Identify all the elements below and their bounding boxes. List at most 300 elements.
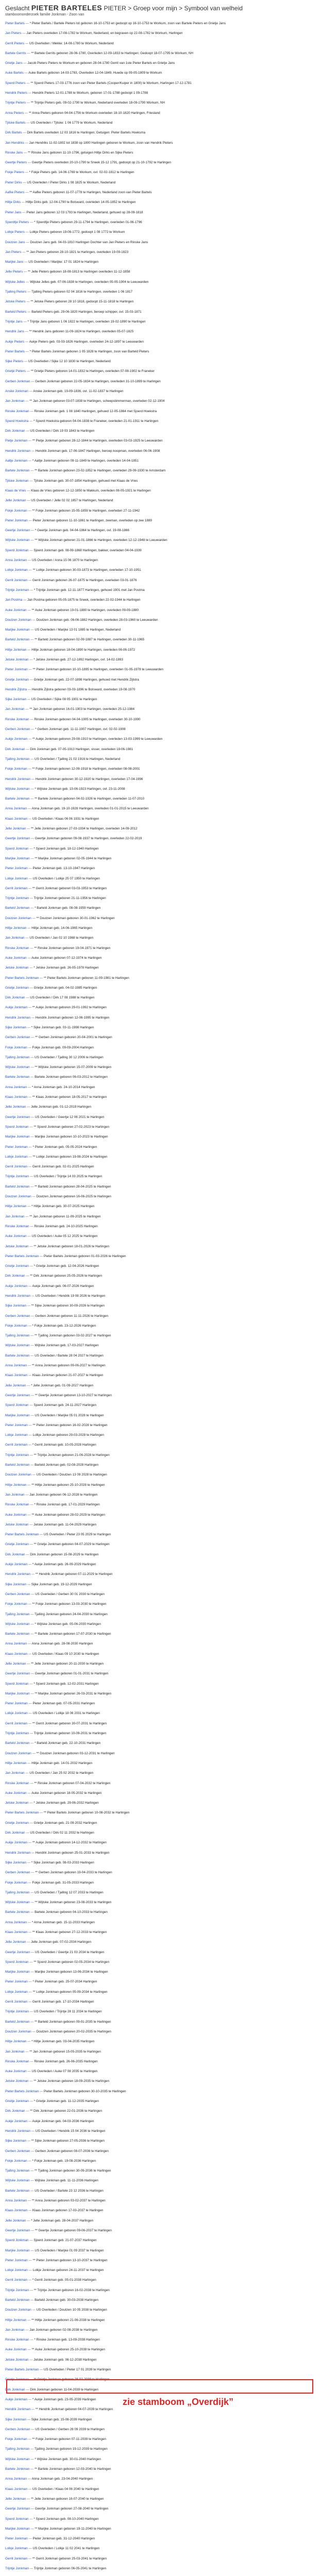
person-name-link[interactable]: Tjalling Jonkman [5,1055,30,1059]
person-name-link[interactable]: Pieter Bartels Jonkman [5,2368,39,2372]
person-name-link[interactable]: Dirk Jonkman [5,996,25,1000]
person-name-link[interactable]: Sijke Jonkman [5,2417,26,2421]
list-item [5,2159,315,2163]
person-name-link[interactable]: Wijtske Jonkman [5,787,30,791]
person-name-link[interactable]: Jan Jonkman [5,2049,25,2054]
person-name-link[interactable]: Anna Jonkman [5,1920,27,1924]
person-name-link[interactable]: Marijke Jonkman [5,628,30,632]
entry-text: ** Bartele Jonkman geboren 23-02-1852 te Harlingen, overleden 29-09-1930 te Amsterdam [35,469,166,473]
name-separator: — [22,598,28,602]
person-name-link[interactable]: Sjoerdtje Pieters [5,220,29,224]
person-name-link[interactable]: Rinske Jonkman [5,717,29,721]
list-item [5,688,315,692]
name-separator: — [22,131,27,135]
entry-text: Bartele Jonkman geboren 04-10-2033 te Harlingen [35,1910,108,1914]
person-name-link[interactable]: Dirk Jonkman [5,429,25,433]
person-name-link[interactable]: Pieter Bartels Jonkman [5,1533,39,1537]
person-name-link[interactable]: Trijntje Pieters [5,101,26,105]
person-name-link[interactable]: Pieter Bartels [5,22,25,25]
person-name-link[interactable]: Gerrit Jonkman [5,1165,28,1169]
person-name-link[interactable]: Barteld Jonkman [5,2020,30,2024]
person-name-link[interactable]: Gerben Jonkman [5,1871,30,1875]
person-name-link[interactable]: Marijke Jonkman [5,856,30,860]
person-name-link[interactable]: Rinske Jonkman [5,946,29,950]
list-item [5,2318,315,2323]
person-name-link[interactable]: Pieter Jonkman [5,1145,28,1149]
person-name-link[interactable]: Fokje Jonkman [5,509,27,513]
person-name-link[interactable]: Aukje Jonkman [5,1284,28,1288]
person-name-link[interactable]: Anna Jonkman [5,1642,27,1646]
list-item [5,917,315,921]
person-name-link[interactable]: Barteld Jonkman [5,2298,30,2302]
person-name-link[interactable]: Bartele Jonkman [5,2189,30,2193]
entry-text: Rinske Jonkman geb. 24-10-2025 Harlingen [34,1224,98,1228]
name-separator: — [29,757,35,761]
person-name-link[interactable]: Jan Pieters [5,250,22,254]
person-name-link[interactable]: Jan Pieters [5,31,22,36]
person-name-link[interactable]: Fokje Jonkman [5,2159,27,2163]
person-name-link[interactable]: Gerben Jonkman [5,1036,30,1040]
person-name-link[interactable]: Gerrit Jonkman [5,2278,28,2282]
person-name-link[interactable]: Pieter Jonkman [5,2258,28,2262]
entry-text: Dirk Bartels overleden 12 03 1816 te Harlingen; Getuigen: Pieter Bartels Hoeksma [27,131,145,135]
person-name-link[interactable]: Jan Postma [5,598,23,602]
person-name-link[interactable]: Barteld Jonkman [5,1741,30,1745]
person-name-link[interactable]: Geertje Jonkman [5,1393,30,1397]
person-name-link[interactable]: Tjalling Jonkman [5,1334,30,1338]
person-name-link[interactable]: Fokje Jonkman [5,1045,27,1049]
person-name-link[interactable]: Rinske Jonkman [5,1224,29,1228]
person-name-link[interactable]: Dirk Jonkman [5,2387,25,2392]
name-separator: — [27,518,33,522]
name-separator: — [24,1214,30,1218]
person-name-link[interactable]: Barteld Pieters [5,310,27,314]
person-name-link[interactable]: Auke Jonkman [5,608,27,612]
list-item [5,1026,315,1030]
person-name-link[interactable]: Auke Jonkman [5,2070,27,2074]
person-name-link[interactable]: Grietje Pieters [5,369,26,374]
person-name-link[interactable]: Tjitske Bartels [5,121,26,125]
entry-text: Grietje Jonkman geb. 22-07-1898 Harlingen, gehuwd met Hendrik Zijlstra [33,677,139,682]
person-name-link[interactable]: Jetske Jonkman [5,658,29,662]
person-name-link[interactable]: Pieter Bartels Jonkman [5,1254,39,1258]
person-name-link[interactable]: Bartele Gerrits [5,51,26,55]
person-name-link[interactable]: Dirk Jonkman [5,1274,25,1278]
person-name-link[interactable]: Jan Jonkman [5,2328,25,2332]
person-name-link[interactable]: Sjoerd Jonkman [5,2517,29,2521]
person-name-link[interactable]: Barteld Jonkman [5,1184,30,1189]
person-name-link[interactable]: Gerben Jonkman [5,1592,30,1596]
person-name-link[interactable]: Tjalling Jonkman [5,1612,30,1616]
person-name-link[interactable]: Doutzen Jonkman [5,2029,31,2033]
entry-text: Pieter Jonkman geb. 13-10-1947 Harlingen [32,867,95,871]
person-name-link[interactable]: Hendrik Jonkman [5,449,30,453]
person-name-link[interactable]: Rinske Jonkman [5,2059,29,2063]
person-name-link[interactable]: Dirk Jonkman [5,1831,25,1835]
person-name-link[interactable]: Bartele Jonkman [5,1632,30,1636]
person-name-link[interactable]: Hendrik Jans [5,330,24,334]
person-name-link[interactable]: Wijtske Jonkman [5,1344,30,1348]
person-name-link[interactable]: Jetske Jonkman [5,966,29,970]
person-name-link[interactable]: Anna Jonkman [5,2477,27,2481]
entry-text: US Overleden / Tjitske: 1 06 1779 te Workum, Nederland [30,121,113,125]
person-name-link[interactable]: Grietje Jonkman [5,1543,29,1547]
person-name-link[interactable]: Klaas de Vries [5,488,26,493]
person-name-link[interactable]: Auke Bartels [5,71,24,75]
person-name-link[interactable]: Doutzen Jonkman [5,916,31,920]
person-name-link[interactable]: Anske Jonkman [5,389,28,393]
person-name-link[interactable]: Gerrit Jonkman [5,1721,28,1725]
person-name-link[interactable]: Hendrik Jonkman [5,2129,30,2133]
person-name-link[interactable]: Lolkje Jonkman [5,876,28,880]
person-name-link[interactable]: Grietje Jonkman [5,2099,29,2104]
person-name-link[interactable]: Tjalling Pieters [5,290,27,294]
person-name-link[interactable]: Sjoerd Jonkman [5,1403,29,1408]
person-name-link[interactable]: Lolkje Jonkman [5,1433,28,1437]
person-name-link[interactable]: Trijntje Jonkman [5,2288,29,2292]
person-name-link[interactable]: Doutzen Jans [5,240,25,244]
person-name-link[interactable]: Hendrik Jonkman [5,777,30,781]
person-name-link[interactable]: Wijtske Jonkman [5,2179,30,2183]
person-name-link[interactable]: Sijke Jonkman [5,1582,26,1586]
person-name-link[interactable]: Trijntje Jans [5,319,23,324]
list-item [5,91,315,95]
person-name-link[interactable]: Sjoerd Jonkman [5,1960,29,1964]
person-name-link[interactable]: Pieter Jonkman [5,1423,28,1427]
person-name-link[interactable]: Trijntje Jonkman [5,1732,29,1736]
list-item [5,2477,315,2481]
person-name-link[interactable]: Jan Jonkman [5,1771,25,1775]
person-name-link[interactable]: Sijke Jonkman [5,2139,26,2143]
person-name-link[interactable]: Lolkje Jonkman [5,1155,28,1159]
person-name-link[interactable]: Pieter Jonkman [5,867,28,871]
person-name-link[interactable]: Anna Jonkman [5,558,27,563]
person-name-link[interactable]: Doutzen Jonkman [5,2308,31,2312]
person-name-link[interactable]: Trijntje Jonkman [5,1453,29,1457]
person-name-link[interactable]: Jelle Jonkman [5,2497,26,2501]
person-name-link[interactable]: Jelle Jonkman [5,827,26,831]
person-name-link[interactable]: Lolkje Jonkman [5,568,28,572]
person-name-link[interactable]: Gerrit Pieters [5,41,25,45]
person-name-link[interactable]: Grietje Jans [5,61,23,65]
person-name-link[interactable]: Auke Jonkman [5,956,27,960]
person-name-link[interactable]: Marijke Jonkman [5,2527,30,2531]
person-name-link[interactable]: Hiltje Jonkman [5,1205,27,1209]
person-name-link[interactable]: Lolkje Jonkman [5,2268,28,2273]
name-separator: — [27,1880,32,1885]
person-name-link[interactable]: Jetske Jonkman [5,2358,29,2362]
person-name-link[interactable]: Marijke Jonkman [5,1970,30,1974]
person-name-link[interactable]: Pieter Jonkman [5,1702,28,1706]
person-name-link[interactable]: Hiltje Jonkman [5,1761,27,1765]
person-name-link[interactable]: Doutzen Jonkman [5,1751,31,1755]
entry-text: US Overleden / Klaas 09 10 2030 te Harlingen [32,1652,99,1656]
person-name-link[interactable]: Jetske Jonkman [5,1244,29,1248]
person-name-link[interactable]: Dirk Bartels [5,131,22,135]
person-name-link[interactable]: Fokje Pieters [5,171,24,175]
person-name-link[interactable]: Anna Jonkman [5,1364,27,1368]
person-name-link[interactable]: Aukje Jonkman [5,1841,28,1845]
person-name-link[interactable]: Bartele Jonkman [5,1353,30,1358]
person-name-link[interactable]: Jan Jonkman [5,1214,25,1218]
person-name-link[interactable]: Hendrik Zijlstra [5,687,27,691]
person-name-link[interactable]: Trijntje Jonkman [5,896,29,901]
person-name-link[interactable]: Marijke Jans [5,260,24,264]
person-name-link[interactable]: Gerben Jonkman [5,727,30,732]
person-name-link[interactable]: Wijtske Jonkman [5,1901,30,1905]
entry-text: ** Geertje Jonkman geboren 09-06-2037 te Harlingen [35,2228,112,2232]
person-name-link[interactable]: Wijtske Jonkman [5,1065,30,1070]
list-item [5,1782,315,1786]
list-item [5,280,315,284]
person-name-link[interactable]: Rinske Jans [5,150,23,155]
person-name-link[interactable]: Jelle Jonkman [5,1105,26,1109]
person-name-link[interactable]: Sijke Jonkman [5,1025,26,1029]
person-name-link[interactable]: Hendrik Pieters [5,91,28,95]
person-name-link[interactable]: Sijke Jonkman [5,1304,26,1308]
person-name-link[interactable]: Pieter Jans [5,210,22,214]
person-name-link[interactable]: Fokje Jonkman [5,1324,27,1328]
person-name-link[interactable]: Sijke Jonkman [5,1860,26,1865]
person-name-link[interactable]: Gerrit Jonkman [5,2000,28,2004]
entry-text: Gerrit Jonkman geb. 17-10-2034 Harlingen [32,2000,94,2004]
name-separator: — [21,210,27,214]
person-name-link[interactable]: Hiltje Jonkman [5,2040,27,2044]
person-name-link[interactable]: Jan Hendriks [5,141,24,145]
person-name-link[interactable]: Aukje Jonkman [5,737,28,741]
person-name-link[interactable]: Aukje Pieters [5,340,25,344]
person-name-link[interactable]: Hiltje Dirks [5,200,21,205]
person-name-link[interactable]: Gerrit Jonkman [5,886,28,890]
person-name-link[interactable]: Jelle Jonkman [5,499,26,503]
person-name-link[interactable]: Pieter Jonkman [5,668,28,672]
person-name-link[interactable]: Hiltje Jonkman [5,2318,27,2322]
person-name-link[interactable]: Pieter Dirks [5,180,22,184]
person-name-link[interactable]: Dirk Jonkman [5,1552,25,1556]
entry-text: US Overleden / Tjalling 12 07 2033 te Harlingen [35,1890,104,1894]
person-name-link[interactable]: Jelle Jonkman [5,2218,26,2223]
person-name-link[interactable]: Jan Jonkman [5,1493,25,1497]
person-name-link[interactable]: Fokje Jonkman [5,1880,27,1885]
name-separator: — [29,1334,35,1338]
person-name-link[interactable]: Rinske Jonkman [5,409,29,413]
person-name-link[interactable]: Jelle Pieters [5,270,23,274]
person-name-link[interactable]: Rinske Jonkman [5,1503,29,1507]
person-name-link[interactable]: Sijke Jonkman [5,698,26,702]
name-separator: — [27,509,32,513]
person-name-link[interactable]: Gerben Jonkman [5,2427,30,2431]
person-name-link[interactable]: Fokje Jonkman [5,2437,27,2442]
person-name-link[interactable]: Hendrik Jonkman [5,1851,30,1855]
person-name-link[interactable]: Sjoerd Jonkman [5,846,29,851]
person-name-link[interactable]: Pieter Jonkman [5,2537,28,2541]
person-name-link[interactable]: Grietje Jonkman [5,1821,29,1825]
person-name-link[interactable]: Gerrit Jonkman [5,578,28,582]
person-name-link[interactable]: Aukje Jonkman [5,2119,28,2123]
person-name-link[interactable]: Pieter Bartels [5,349,25,353]
person-name-link[interactable]: Hendrik Jonkman [5,1294,30,1298]
person-name-link[interactable]: Klaas Jonkman [5,1374,28,1378]
person-name-link[interactable]: Fokje Jonkman [5,767,27,771]
person-name-link[interactable]: Rinske Jonkman [5,1781,29,1785]
person-name-link[interactable]: Geertje Jonkman [5,1950,30,1954]
person-name-link[interactable]: Tjalling Jonkman [5,1890,30,1894]
person-name-link[interactable]: Auke Jonkman [5,2348,27,2352]
person-name-link[interactable]: Bartele Jonkman [5,469,30,473]
person-name-link[interactable]: Grietje Jonkman [5,677,29,682]
person-name-link[interactable]: Hiltje Jonkman [5,926,27,930]
entry-text: Grietje Jonkman geb. 04-02-1985 Harlingen [33,986,97,990]
person-name-link[interactable]: Sjoerd Pieters [5,81,26,85]
person-name-link[interactable]: Anna Jonkman [5,2199,27,2203]
person-name-link[interactable]: Gerben Jonkman [5,2149,30,2153]
name-separator: — [24,22,30,25]
person-name-link[interactable]: Barteld Jonkman [5,638,30,642]
person-name-link[interactable]: Wijtske Jonkman [5,538,30,543]
person-name-link[interactable]: Auke Jonkman [5,1513,27,1517]
person-name-link[interactable]: Gerben Jonkman [5,1314,30,1318]
person-name-link[interactable]: Hiltje Jonkman [5,648,27,652]
person-name-link[interactable]: Geertje Pieters [5,161,27,165]
person-name-link[interactable]: Fokje Jonkman [5,1602,27,1606]
person-name-link[interactable]: Geertje Jonkman [5,2228,30,2232]
person-name-link[interactable]: Bartele Jonkman [5,1910,30,1914]
person-name-link[interactable]: Hendrik Jonkman [5,1572,30,1577]
title-name[interactable]: PIETER BARTELES [31,4,103,12]
person-name-link[interactable]: Pieter Bartels Jonkman [5,1811,39,1815]
person-name-link[interactable]: Geertje Jonkman [5,1672,30,1676]
person-name-link[interactable]: Trijntje Jonkman [5,2010,29,2014]
person-name-link[interactable]: Doutzen Jonkman [5,1473,31,1477]
person-name-link[interactable]: Sjoerd Hoekstra [5,419,29,423]
person-name-link[interactable]: Auke Jonkman [5,1791,27,1795]
person-name-link[interactable]: Bartele Jonkman [5,2467,30,2471]
person-name-link[interactable]: Trijntje Jonkman [5,2567,29,2570]
person-name-link[interactable]: Lolkje Jonkman [5,1990,28,1994]
person-name-link[interactable]: Geertje Jonkman [5,2507,30,2511]
person-name-link[interactable]: Tjalling Jonkman [5,2447,30,2451]
person-name-link[interactable]: Hendrik Jonkman [5,1015,30,1020]
person-name-link[interactable]: Anna Jonkman [5,1085,27,1089]
name-separator: — [27,1155,33,1159]
person-name-link[interactable]: Hiltje Jonkman [5,1483,27,1487]
person-name-link[interactable]: Jetske Jonkman [5,1801,29,1805]
person-name-link[interactable]: Aaltje Jonkman [5,459,28,463]
person-name-link[interactable]: Dirk Jonkman [5,747,25,751]
person-name-link[interactable]: Wijtske Jelles [5,280,25,284]
person-name-link[interactable]: Geertje Jonkman [5,1115,30,1119]
person-name-link[interactable]: Jelle Jonkman [5,1383,26,1387]
person-name-link[interactable]: Tjalling Jonkman [5,2169,30,2173]
list-item [5,1304,315,1308]
person-name-link[interactable]: Dirk Jonkman [5,2109,25,2113]
list-item [5,1075,315,1079]
person-name-link[interactable]: Jetske Jonkman [5,1522,29,1527]
person-name-link[interactable]: Lolkje Jonkman [5,1711,28,1716]
person-name-link[interactable]: Jelle Jonkman [5,1662,26,1666]
person-name-link[interactable]: Sjoerd Jonkman [5,1125,29,1129]
person-name-link[interactable]: Grietje Jonkman [5,1264,29,1268]
entry-text: Anske Jonkman geb. 19-09-1836, ovl. 11-02-1837 te Harlingen [33,389,124,393]
person-name-link[interactable]: Klaas Jonkman [5,2209,28,2213]
person-name-link[interactable]: Gerrit Jonkman [5,2556,28,2561]
person-name-link[interactable]: Aafke Pieters [5,191,25,195]
person-name-link[interactable]: Aukje Jonkman [5,1006,28,1010]
person-name-link[interactable]: Grietje Jonkman [5,986,29,990]
person-name-link[interactable]: Bartele Jonkman [5,797,30,801]
person-name-link[interactable]: Lolkje Pieters [5,230,25,234]
person-name-link[interactable]: Pieter Bartels Jonkman [5,976,39,980]
person-name-link[interactable]: Klaas Jonkman [5,2487,28,2491]
person-name-link[interactable]: Rinske Jonkman [5,2338,29,2342]
person-name-link[interactable]: Anna Jonkman [5,807,27,811]
person-name-link[interactable]: Doutzen Jonkman [5,618,31,622]
person-name-link[interactable]: Wijtske Jonkman [5,2457,30,2461]
list-item [5,31,315,36]
person-name-link[interactable]: Anna Pieters [5,111,24,115]
person-name-link[interactable]: Geertje Jonkman [5,837,30,841]
person-name-link[interactable]: Jan Jonkman [5,399,25,403]
person-name-link[interactable]: Trijntje Jonkman [5,1175,29,1179]
person-name-link[interactable]: Sjoerd Jonkman [5,1682,29,1686]
person-name-link[interactable]: Lolkje Jonkman [5,2547,28,2551]
person-name-link[interactable]: Klaas Jonkman [5,817,28,821]
list-item [5,2199,315,2203]
person-name-link[interactable]: Marijke Jonkman [5,1691,30,1696]
person-name-link[interactable]: Auke Jonkman [5,1234,27,1239]
person-name-link[interactable]: Sijke Pieters [5,360,23,364]
person-name-link[interactable]: Tjalling Jonkman [5,757,30,761]
person-name-link[interactable]: Sjoerd Jonkman [5,548,29,552]
person-name-link[interactable]: Klaas Jonkman [5,1652,28,1656]
entry-text: Auke Jonkman geboren 07-12-1974 te Harlingen [31,956,102,960]
person-name-link[interactable]: Jelle Jonkman [5,1940,26,1944]
person-name-link[interactable]: Klaas Jonkman [5,1930,28,1934]
person-name-link[interactable]: Marijke Jonkman [5,1413,30,1417]
person-name-link[interactable]: Pieter Jonkman [5,1980,28,1984]
person-name-link[interactable]: Jetske Jonkman [5,2079,29,2083]
person-name-link[interactable]: Aukje Jonkman [5,2397,28,2401]
person-name-link[interactable]: Pieter Bartels Jonkman [5,2089,39,2093]
list-item [5,1205,315,1209]
person-name-link[interactable]: Pietje Jonkman [5,439,28,443]
person-name-link[interactable]: Marijke Jonkman [5,2248,30,2252]
person-name-link[interactable]: Barteld Jonkman [5,906,30,910]
person-name-link[interactable]: Trijntje Jonkman [5,588,29,592]
person-name-link[interactable]: Jan Jonkman [5,936,25,940]
list-item [5,638,315,642]
person-name-link[interactable]: Tjitske Jonkman [5,479,29,483]
person-name-link[interactable]: Barteld Jonkman [5,1463,30,1467]
person-name-link[interactable]: Gerrit Jonkman [5,1443,28,1447]
person-name-link[interactable]: Wijtske Jonkman [5,1622,30,1626]
person-name-link[interactable]: Klaas Jonkman [5,1095,28,1099]
entry-text: ** Jan Jonkman geboren 15-05-2035 te Harlingen [29,2049,101,2054]
person-name-link[interactable]: Gerben Jonkman [5,379,30,383]
person-name-link[interactable]: Bartele Jonkman [5,1075,30,1079]
list-item [5,419,315,423]
person-name-link[interactable]: Hendrik Jonkman [5,2408,30,2412]
person-name-link[interactable]: Marijke Jonkman [5,1135,30,1139]
person-name-link[interactable]: Jan Jonkman [5,707,25,711]
person-name-link[interactable]: Pieter Jonkman [5,518,28,522]
person-name-link[interactable]: Grietje Jonkman [5,2378,29,2382]
person-name-link[interactable]: Aukje Jonkman [5,1563,28,1567]
person-name-link[interactable]: Sjoerd Jonkman [5,2239,29,2243]
person-name-link[interactable]: Doutzen Jonkman [5,1195,31,1199]
person-name-link[interactable]: Jetske Pieters [5,300,26,304]
person-name-link[interactable]: Geertje Jonkman [5,529,30,533]
